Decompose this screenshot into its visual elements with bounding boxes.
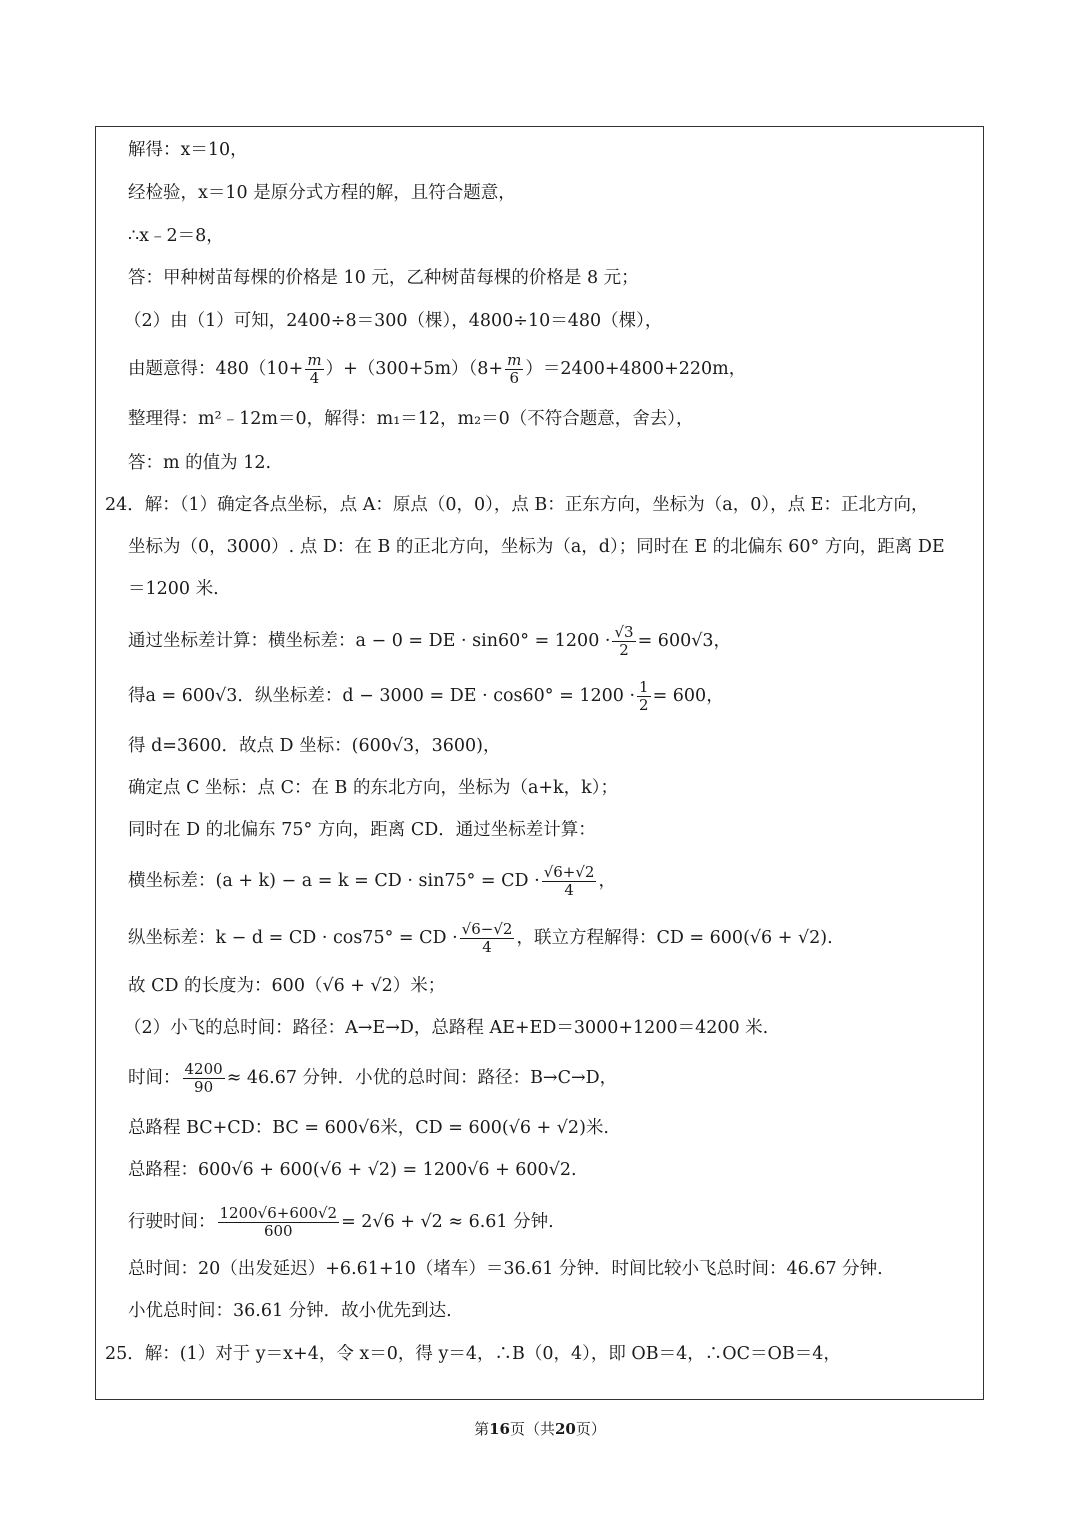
q24-line-18: 小优总时间：36.61 分钟．故小优先到达.	[128, 1301, 452, 1321]
q25-line-1: 25．解：(1）对于 y＝x+4，令 x＝0，得 y＝4，∴B（0，4），即 OB＝4，∴OC＝OB＝4，	[105, 1344, 841, 1364]
fraction-travel-time: $\frac{1200√6+600√2}{600}$	[219, 1204, 338, 1240]
fraction-m-over-4: $\frac{m}{4}$	[307, 351, 322, 387]
q24-line-9: 横坐标差：(a + k) − a = k = CD · sin75° = CD · $\frac{√6+√2}{4}$ ，	[128, 863, 616, 899]
page-number: 16	[489, 1420, 510, 1438]
q24-line-4: 通过坐标差计算：横坐标差：a − 0 = DE · sin60° = 1200 · $\frac{√3}{2}$ = 600√3，	[128, 623, 731, 659]
q24-line-10: 纵坐标差：k − d = CD · cos75° = CD · $\frac{√6-√2}{4}$ ，联立方程解得：CD = 600(√6 + √2).	[128, 920, 833, 956]
q24-line-6: 得 d=3600．故点 D 坐标：(600√3，3600)，	[128, 736, 501, 756]
q24-line-3: ＝1200 米.	[128, 579, 219, 599]
page-footer: 第16页（共20页）	[474, 1420, 606, 1438]
line-1: 解得：x＝10，	[128, 140, 248, 160]
line-6: 由题意得：480（10+ $\frac{m}{4}$ ）+（300+5m）（8+ $\frac{m}{6}$ ）＝2400+4800+220m，	[128, 351, 747, 387]
q24-line-15: 总路程：600√6 + 600(√6 + √2) = 1200√6 + 600√2.	[128, 1160, 577, 1180]
line-2: 经检验，x＝10 是原分式方程的解，且符合题意，	[128, 183, 516, 203]
q24-line-17: 总时间：20（出发延迟）+6.61+10（堵车）＝36.61 分钟．时间比较小飞总时间：46.67 分钟.	[128, 1259, 883, 1279]
q24-line-11: 故 CD 的长度为：600（√6 + √2）米；	[128, 976, 446, 996]
line-3: ∴x﹣2＝8，	[128, 226, 224, 246]
line-8: 答：m 的值为 12.	[128, 453, 272, 473]
fraction-4200-over-90: $\frac{4200}{90}$	[184, 1060, 223, 1096]
q24-line-2: 坐标为（0，3000）. 点 D：在 B 的正北方向，坐标为（a，d）；同时在 E 的北偏东 60° 方向，距离 DE	[128, 537, 945, 557]
q24-line-8: 同时在 D 的北偏东 75° 方向，距离 CD．通过坐标差计算：	[128, 820, 596, 840]
fraction-sqrt6-minus-sqrt2-over-4: $\frac{√6-√2}{4}$	[461, 920, 513, 956]
q24-line-7: 确定点 C 坐标：点 C：在 B 的东北方向，坐标为（a+k，k）；	[128, 778, 619, 798]
line-4: 答：甲种树苗每棵的价格是 10 元，乙种树苗每棵的价格是 8 元；	[128, 268, 639, 288]
q24-line-16: 行驶时间： $\frac{1200√6+600√2}{600}$ = 2√6 + √2 ≈ 6.61 分钟.	[128, 1204, 554, 1240]
line-5: （2）由（1）可知，2400÷8＝300（棵），4800÷10＝480（棵），	[124, 311, 663, 331]
page-total: 20	[555, 1420, 576, 1438]
q24-line-1: 24．解：（1）确定各点坐标，点 A：原点（0，0），点 B：正东方向，坐标为（a，0），点 E：正北方向，	[105, 495, 929, 515]
fraction-sqrt3-over-2: $\frac{√3}{2}$	[614, 623, 634, 659]
q24-line-13: 时间： $\frac{4200}{90}$ ≈ 46.67 分钟．小优的总时间：路径：B→C→D，	[128, 1060, 618, 1096]
line-7: 整理得：m²﹣12m＝0，解得：m₁＝12，m₂＝0（不符合题意，舍去），	[128, 409, 694, 429]
fraction-sqrt6-plus-sqrt2-over-4: $\frac{√6+√2}{4}$	[543, 863, 595, 899]
q24-line-14: 总路程 BC+CD：BC = 600√6米，CD = 600(√6 + √2)米.	[128, 1118, 609, 1138]
q24-line-12: （2）小飞的总时间：路径：A→E→D，总路程 AE+ED＝3000+1200＝4200 米.	[124, 1018, 769, 1038]
fraction-1-over-2: $\frac{1}{2}$	[639, 678, 649, 714]
q24-line-5: 得a = 600√3．纵坐标差：d − 3000 = DE · cos60° = 1200 · $\frac{1}{2}$ = 600，	[128, 678, 724, 714]
fraction-m-over-6: $\frac{m}{6}$	[507, 351, 522, 387]
